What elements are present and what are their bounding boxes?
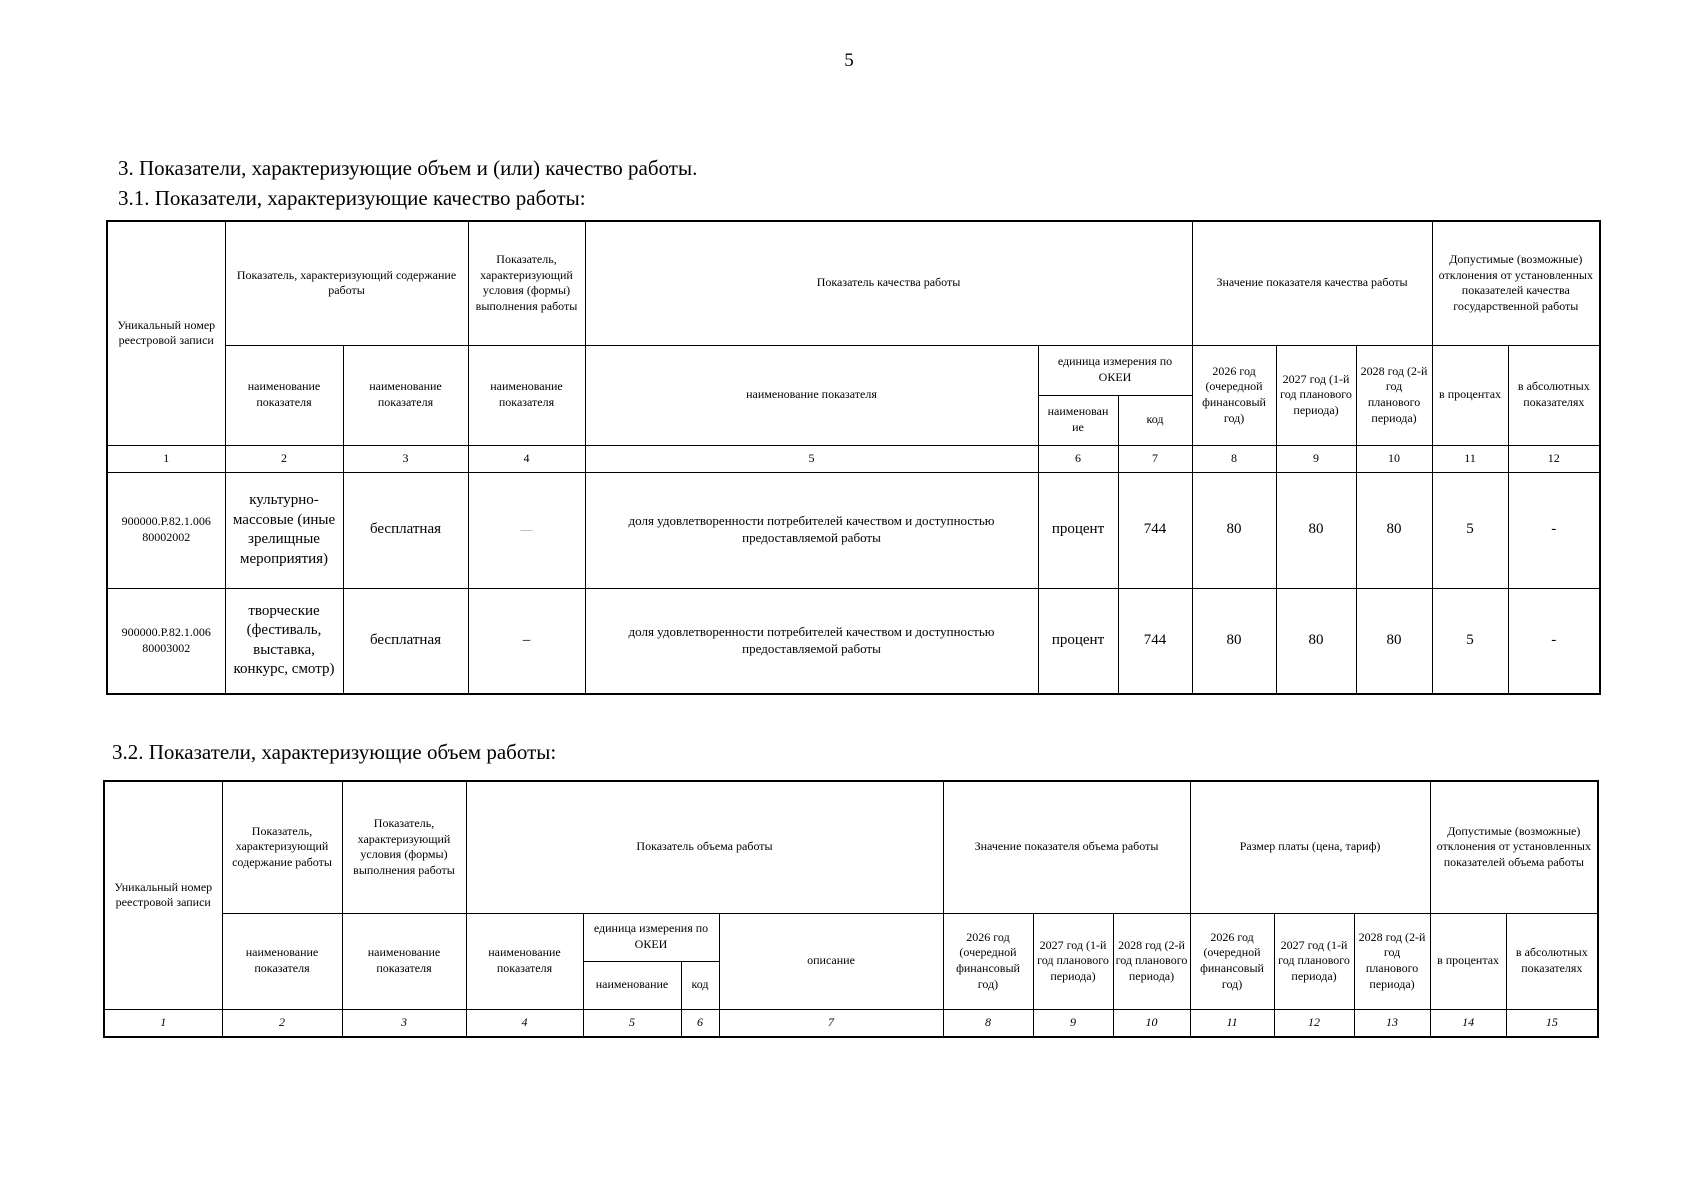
registry-code: 900000.Р.82.1.006 80003002 xyxy=(107,588,225,694)
unit-name: процент xyxy=(1038,472,1118,588)
registry-code: 900000.Р.82.1.006 80002002 xyxy=(107,472,225,588)
col-fee-2027-header: 2027 год (1-й год планового периода) xyxy=(1274,913,1354,1009)
content-name: культурно-массовые (иные зрелищные мероприятия) xyxy=(225,472,343,588)
column-number: 4 xyxy=(468,445,585,472)
content-name: творческие (фестиваль, выставка, конкурс, смотр) xyxy=(225,588,343,694)
column-number: 3 xyxy=(342,1009,466,1037)
table-row xyxy=(107,588,1600,694)
form-name: бесплатная xyxy=(343,472,468,588)
deviation-absolute: - xyxy=(1508,588,1600,694)
section-3-2-heading: 3.2. Показатели, характеризующие объем работы: xyxy=(112,740,557,764)
column-number: 7 xyxy=(1118,445,1192,472)
column-number: 5 xyxy=(583,1009,681,1037)
col-fee-header: Размер платы (цена, тариф) xyxy=(1190,781,1430,913)
col-registry-header: Уникальный номер реестровой записи xyxy=(107,221,225,445)
col-2028-header: 2028 год (2-й год планового периода) xyxy=(1356,345,1432,445)
column-number: 13 xyxy=(1354,1009,1430,1037)
column-number: 3 xyxy=(343,445,468,472)
col-volume-header: Показатель объема работы xyxy=(466,781,943,913)
col-conditions-header: Показатель, характеризующий условия (формы) выполнения работы xyxy=(468,221,585,345)
form-name: бесплатная xyxy=(343,588,468,694)
col-deviation-header: Допустимые (возможные) отклонения от установленных показателей качества государственной работы xyxy=(1432,221,1600,345)
indicator-name: доля удовлетворенности потребителей качеством и доступностью предоставляемой работы xyxy=(585,588,1038,694)
col-indicator-name-header: наименование показателя xyxy=(585,345,1038,445)
column-number: 1 xyxy=(104,1009,222,1037)
quality-table xyxy=(106,220,1601,695)
col-unit-name-header: наименование xyxy=(583,961,681,1009)
col-absolute-header: в абсолютных показателях xyxy=(1506,913,1598,1009)
col-unit-name-header: наименован ие xyxy=(1038,395,1118,445)
col-unit-code-header: код xyxy=(681,961,719,1009)
column-number: 9 xyxy=(1033,1009,1113,1037)
column-number: 12 xyxy=(1274,1009,1354,1037)
value-2028: 80 xyxy=(1356,472,1432,588)
column-number: 8 xyxy=(1192,445,1276,472)
col-percent-header: в процентах xyxy=(1432,345,1508,445)
col-value-header: Значение показателя объема работы xyxy=(943,781,1190,913)
value-2026: 80 xyxy=(1192,588,1276,694)
column-number: 15 xyxy=(1506,1009,1598,1037)
deviation-absolute: - xyxy=(1508,472,1600,588)
col-name-header: наименование показателя xyxy=(343,345,468,445)
col-unit-header: единица измерения по ОКЕИ xyxy=(583,913,719,961)
col-deviation-header: Допустимые (возможные) отклонения от установленных показателей объема работы xyxy=(1430,781,1598,913)
column-number: 6 xyxy=(681,1009,719,1037)
column-number: 12 xyxy=(1508,445,1600,472)
col-quality-header: Показатель качества работы xyxy=(585,221,1192,345)
column-number: 10 xyxy=(1356,445,1432,472)
col-value-2026-header: 2026 год (очередной финансовый год) xyxy=(943,913,1033,1009)
col-percent-header: в процентах xyxy=(1430,913,1506,1009)
col-value-2028-header: 2028 год (2-й год планового периода) xyxy=(1113,913,1190,1009)
column-number: 6 xyxy=(1038,445,1118,472)
col-unit-code-header: код xyxy=(1118,395,1192,445)
value-2028: 80 xyxy=(1356,588,1432,694)
page-number: 5 xyxy=(844,50,854,71)
column-number: 11 xyxy=(1432,445,1508,472)
condition-name: — xyxy=(468,472,585,588)
deviation-percent: 5 xyxy=(1432,588,1508,694)
section-3-1-heading: 3.1. Показатели, характеризующие качество работы: xyxy=(118,186,586,210)
section-3-heading: 3. Показатели, характеризующие объем и (или) качество работы. xyxy=(118,156,698,180)
column-number: 9 xyxy=(1276,445,1356,472)
col-name-header: наименование показателя xyxy=(342,913,466,1009)
col-2027-header: 2027 год (1-й год планового периода) xyxy=(1276,345,1356,445)
value-2027: 80 xyxy=(1276,588,1356,694)
col-content-header: Показатель, характеризующий содержание работы xyxy=(222,781,342,913)
col-name-header: наименование показателя xyxy=(466,913,583,1009)
column-number: 2 xyxy=(225,445,343,472)
okei-code: 744 xyxy=(1118,588,1192,694)
column-number: 10 xyxy=(1113,1009,1190,1037)
indicator-name: доля удовлетворенности потребителей качеством и доступностью предоставляемой работы xyxy=(585,472,1038,588)
col-unit-header: единица измерения по ОКЕИ xyxy=(1038,345,1192,395)
col-value-header: Значение показателя качества работы xyxy=(1192,221,1432,345)
column-number: 11 xyxy=(1190,1009,1274,1037)
value-2027: 80 xyxy=(1276,472,1356,588)
col-2026-header: 2026 год (очередной финансовый год) xyxy=(1192,345,1276,445)
value-2026: 80 xyxy=(1192,472,1276,588)
okei-code: 744 xyxy=(1118,472,1192,588)
col-description-header: описание xyxy=(719,913,943,1009)
col-fee-2026-header: 2026 год (очередной финансовый год) xyxy=(1190,913,1274,1009)
col-value-2027-header: 2027 год (1-й год планового периода) xyxy=(1033,913,1113,1009)
column-number: 1 xyxy=(107,445,225,472)
col-conditions-header: Показатель, характеризующий условия (формы) выполнения работы xyxy=(342,781,466,913)
column-number: 7 xyxy=(719,1009,943,1037)
col-fee-2028-header: 2028 год (2-й год планового периода) xyxy=(1354,913,1430,1009)
unit-name: процент xyxy=(1038,588,1118,694)
col-content-header: Показатель, характеризующий содержание работы xyxy=(225,221,468,345)
col-name-header: наименование показателя xyxy=(222,913,342,1009)
table-row xyxy=(107,472,1600,588)
column-number: 2 xyxy=(222,1009,342,1037)
col-name-header: наименование показателя xyxy=(225,345,343,445)
column-number: 14 xyxy=(1430,1009,1506,1037)
deviation-percent: 5 xyxy=(1432,472,1508,588)
column-number: 5 xyxy=(585,445,1038,472)
column-number: 4 xyxy=(466,1009,583,1037)
condition-name: – xyxy=(468,588,585,694)
col-registry-header: Уникальный номер реестровой записи xyxy=(104,781,222,1009)
volume-table xyxy=(103,780,1599,1038)
col-name-header: наименование показателя xyxy=(468,345,585,445)
column-number: 8 xyxy=(943,1009,1033,1037)
col-absolute-header: в абсолютных показателях xyxy=(1508,345,1600,445)
